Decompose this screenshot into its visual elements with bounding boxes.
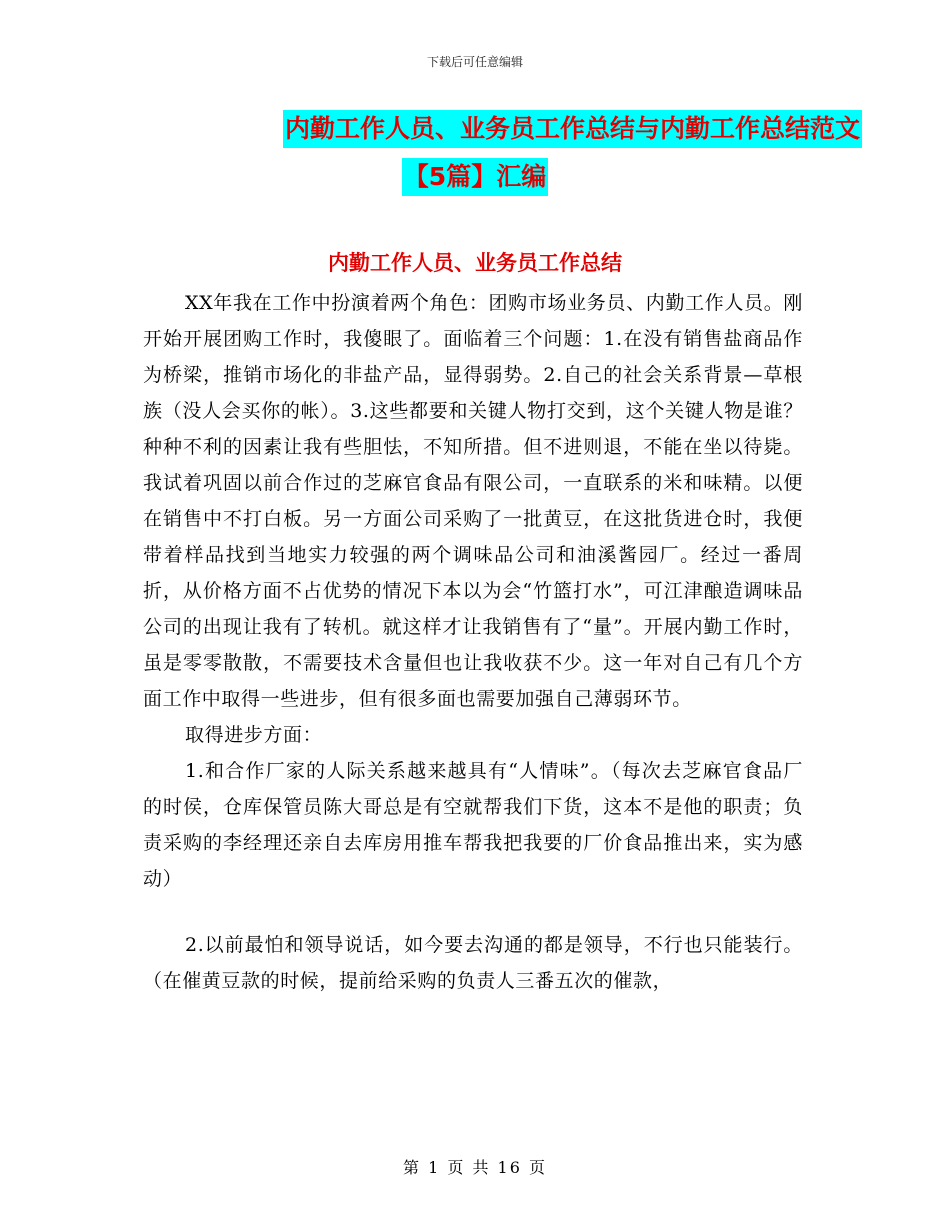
paragraph: XX年我在工作中扮演着两个角色：团购市场业务员、内勤工作人员。刚开始开展团购工作时，我傻眼了。面临着三个问题：1.在没有销售盐商品作为桥梁，推销市场化的非盐产品，显得弱势。2.自己的社会关系背景—草根族（没人会买你的帐）。3.这些都要和关键人物打交到，这个关键人物是谁？种种不利的因素让我有些胆怯，不知所措。但不进则退，不能在坐以待毙。我试着巩固以前合作过的芝麻官食品有限公司，一直联系的米和味精。以便在销售中不打白板。另一方面公司采购了一批黄豆，在这批货进仓时，我便带着样品找到当地实力较强的两个调味品公司和油溪酱园厂。经过一番周折，从价格方面不占优势的情况下本以为会“竹篮打水”，可江津酿造调味品公司的出现让我有了转机。就这样才让我销售有了“量”。开展内勤工作时，虽是零零散散，不需要技术含量但也让我收获不少。这一年对自己有几个方面工作中取得一些进步，但有很多面也需要加强自己薄弱环节。: [143, 292, 803, 710]
document-title: [0, 110, 950, 206]
paragraph: 1.和合作厂家的人际关系越来越具有“人情味”。（每次去芝麻官食品厂的时侯，仓库保管员陈大哥总是有空就帮我们下货，这本不是他的职责；负责采购的李经理还亲自去库房用推车帮我把我要的厂价食品推出来，实为感动）: [143, 760, 803, 890]
section-heading: 内勤工作人员、业务员工作总结: [328, 251, 622, 275]
title-line-2: 【5篇】汇编: [402, 158, 548, 196]
paragraph: 2.以前最怕和领导说话，如今要去沟通的都是领导，不行也只能装行。（在催黄豆款的时候，提前给采购的负责人三番五次的催款，: [143, 934, 803, 992]
page-footer: 第 1 页 共 16 页: [403, 1158, 547, 1177]
paragraph: 取得进步方面：: [185, 724, 323, 746]
title-line-1: 内勤工作人员、业务员工作总结与内勤工作总结范文: [283, 110, 862, 148]
body-text: [143, 285, 803, 999]
page-header: 下载后可任意编辑: [426, 55, 523, 69]
